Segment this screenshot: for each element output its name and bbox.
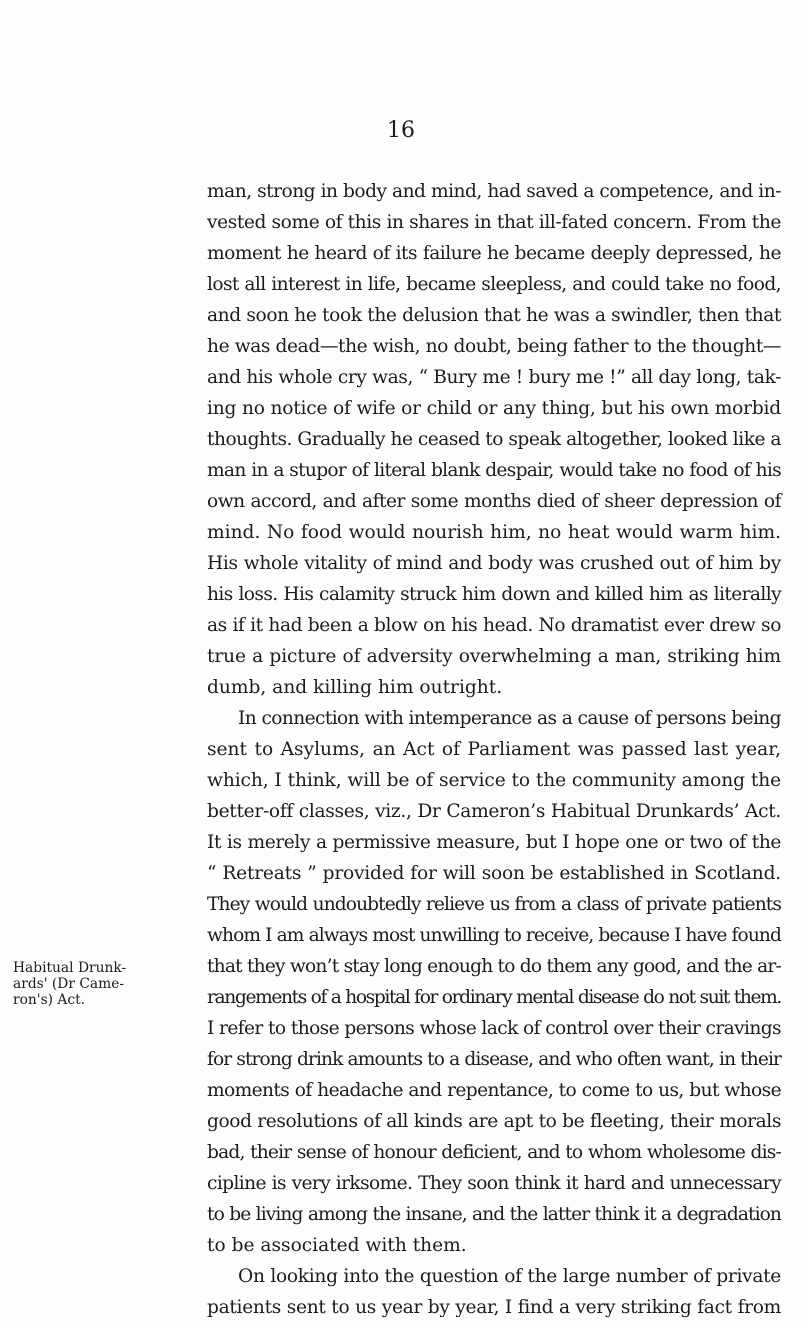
text-line: sent to Asylums, an Act of Parliament was passed last year, bbox=[207, 739, 781, 760]
text-line: “ Retreats ” provided for will soon be established in Scotland. bbox=[207, 863, 781, 884]
text-line: his loss. His calamity struck him down and killed him as literally bbox=[207, 584, 781, 605]
text-line: mind. No food would nourish him, no heat would warm him. bbox=[207, 522, 781, 543]
text-line: to be living among the insane, and the latter think it a degradation bbox=[207, 1204, 781, 1225]
text-line: good resolutions of all kinds are apt to be fleeting, their morals bbox=[207, 1111, 781, 1132]
text-line: moment he heard of its failure he became deeply depressed, he bbox=[207, 243, 781, 264]
page-number: 16 bbox=[387, 118, 415, 143]
text-line: own accord, and after some months died of sheer depression of bbox=[207, 491, 781, 512]
text-line: man in a stupor of literal blank despair, would take no food of his bbox=[207, 460, 781, 481]
margin-note bbox=[13, 960, 203, 1008]
text-line: I refer to those persons whose lack of control over their cravings bbox=[207, 1018, 781, 1039]
text-line: It is merely a permissive measure, but I hope one or two of the bbox=[207, 832, 781, 853]
text-line: lost all interest in life, became sleepless, and could take no food, bbox=[207, 274, 781, 295]
text-line: whom I am always most unwilling to receive, because I have found bbox=[207, 925, 781, 946]
text-line: They would undoubtedly relieve us from a class of private patients bbox=[207, 894, 781, 915]
text-line: which, I think, will be of service to the community among the bbox=[207, 770, 781, 791]
margin-note-line: ards' (Dr Came- bbox=[13, 976, 125, 992]
text-line: On looking into the question of the large number of private bbox=[238, 1266, 781, 1287]
text-line: better-off classes, viz., Dr Cameron’s Habitual Drunkards’ Act. bbox=[207, 801, 781, 822]
text-line: that they won’t stay long enough to do them any good, and the ar- bbox=[207, 956, 781, 977]
margin-note-line: ron's) Act. bbox=[13, 992, 86, 1008]
text-line: and soon he took the delusion that he was a swindler, then that bbox=[207, 305, 781, 326]
text-line: rangements of a hospital for ordinary mental disease do not suit them. bbox=[207, 987, 781, 1008]
text-line: moments of headache and repentance, to come to us, but whose bbox=[207, 1080, 781, 1101]
text-line: for strong drink amounts to a disease, and who often want, in their bbox=[207, 1049, 781, 1070]
text-line: bad, their sense of honour deficient, and to whom wholesome dis- bbox=[207, 1142, 781, 1163]
text-line: In connection with intemperance as a cause of persons being bbox=[238, 708, 781, 729]
text-line: true a picture of adversity overwhelming a man, striking him bbox=[207, 646, 781, 667]
text-line: man, strong in body and mind, had saved a competence, and in- bbox=[207, 181, 781, 202]
text-line: to be associated with them. bbox=[207, 1235, 467, 1256]
text-line: cipline is very irksome. They soon think it hard and unnecessary bbox=[207, 1173, 781, 1194]
text-line: as if it had been a blow on his head. No dramatist ever drew so bbox=[207, 615, 781, 636]
margin-note-line: Habitual Drunk- bbox=[13, 960, 127, 976]
text-line: he was dead—the wish, no doubt, being father to the thought— bbox=[207, 336, 782, 357]
text-line: vested some of this in shares in that ill-fated concern. From the bbox=[207, 212, 782, 233]
text-line: dumb, and killing him outright. bbox=[207, 677, 503, 698]
body-text bbox=[207, 176, 781, 1323]
text-line: and his whole cry was, “ Bury me ! bury me !” all day long, tak- bbox=[207, 367, 781, 388]
text-line: His whole vitality of mind and body was crushed out of him by bbox=[207, 553, 781, 574]
text-line: ing no notice of wife or child or any thing, but his own morbid bbox=[207, 398, 781, 419]
text-line: thoughts. Gradually he ceased to speak altogether, looked like a bbox=[207, 429, 781, 450]
text-line: patients sent to us year by year, I find a very striking fact from bbox=[207, 1297, 781, 1318]
